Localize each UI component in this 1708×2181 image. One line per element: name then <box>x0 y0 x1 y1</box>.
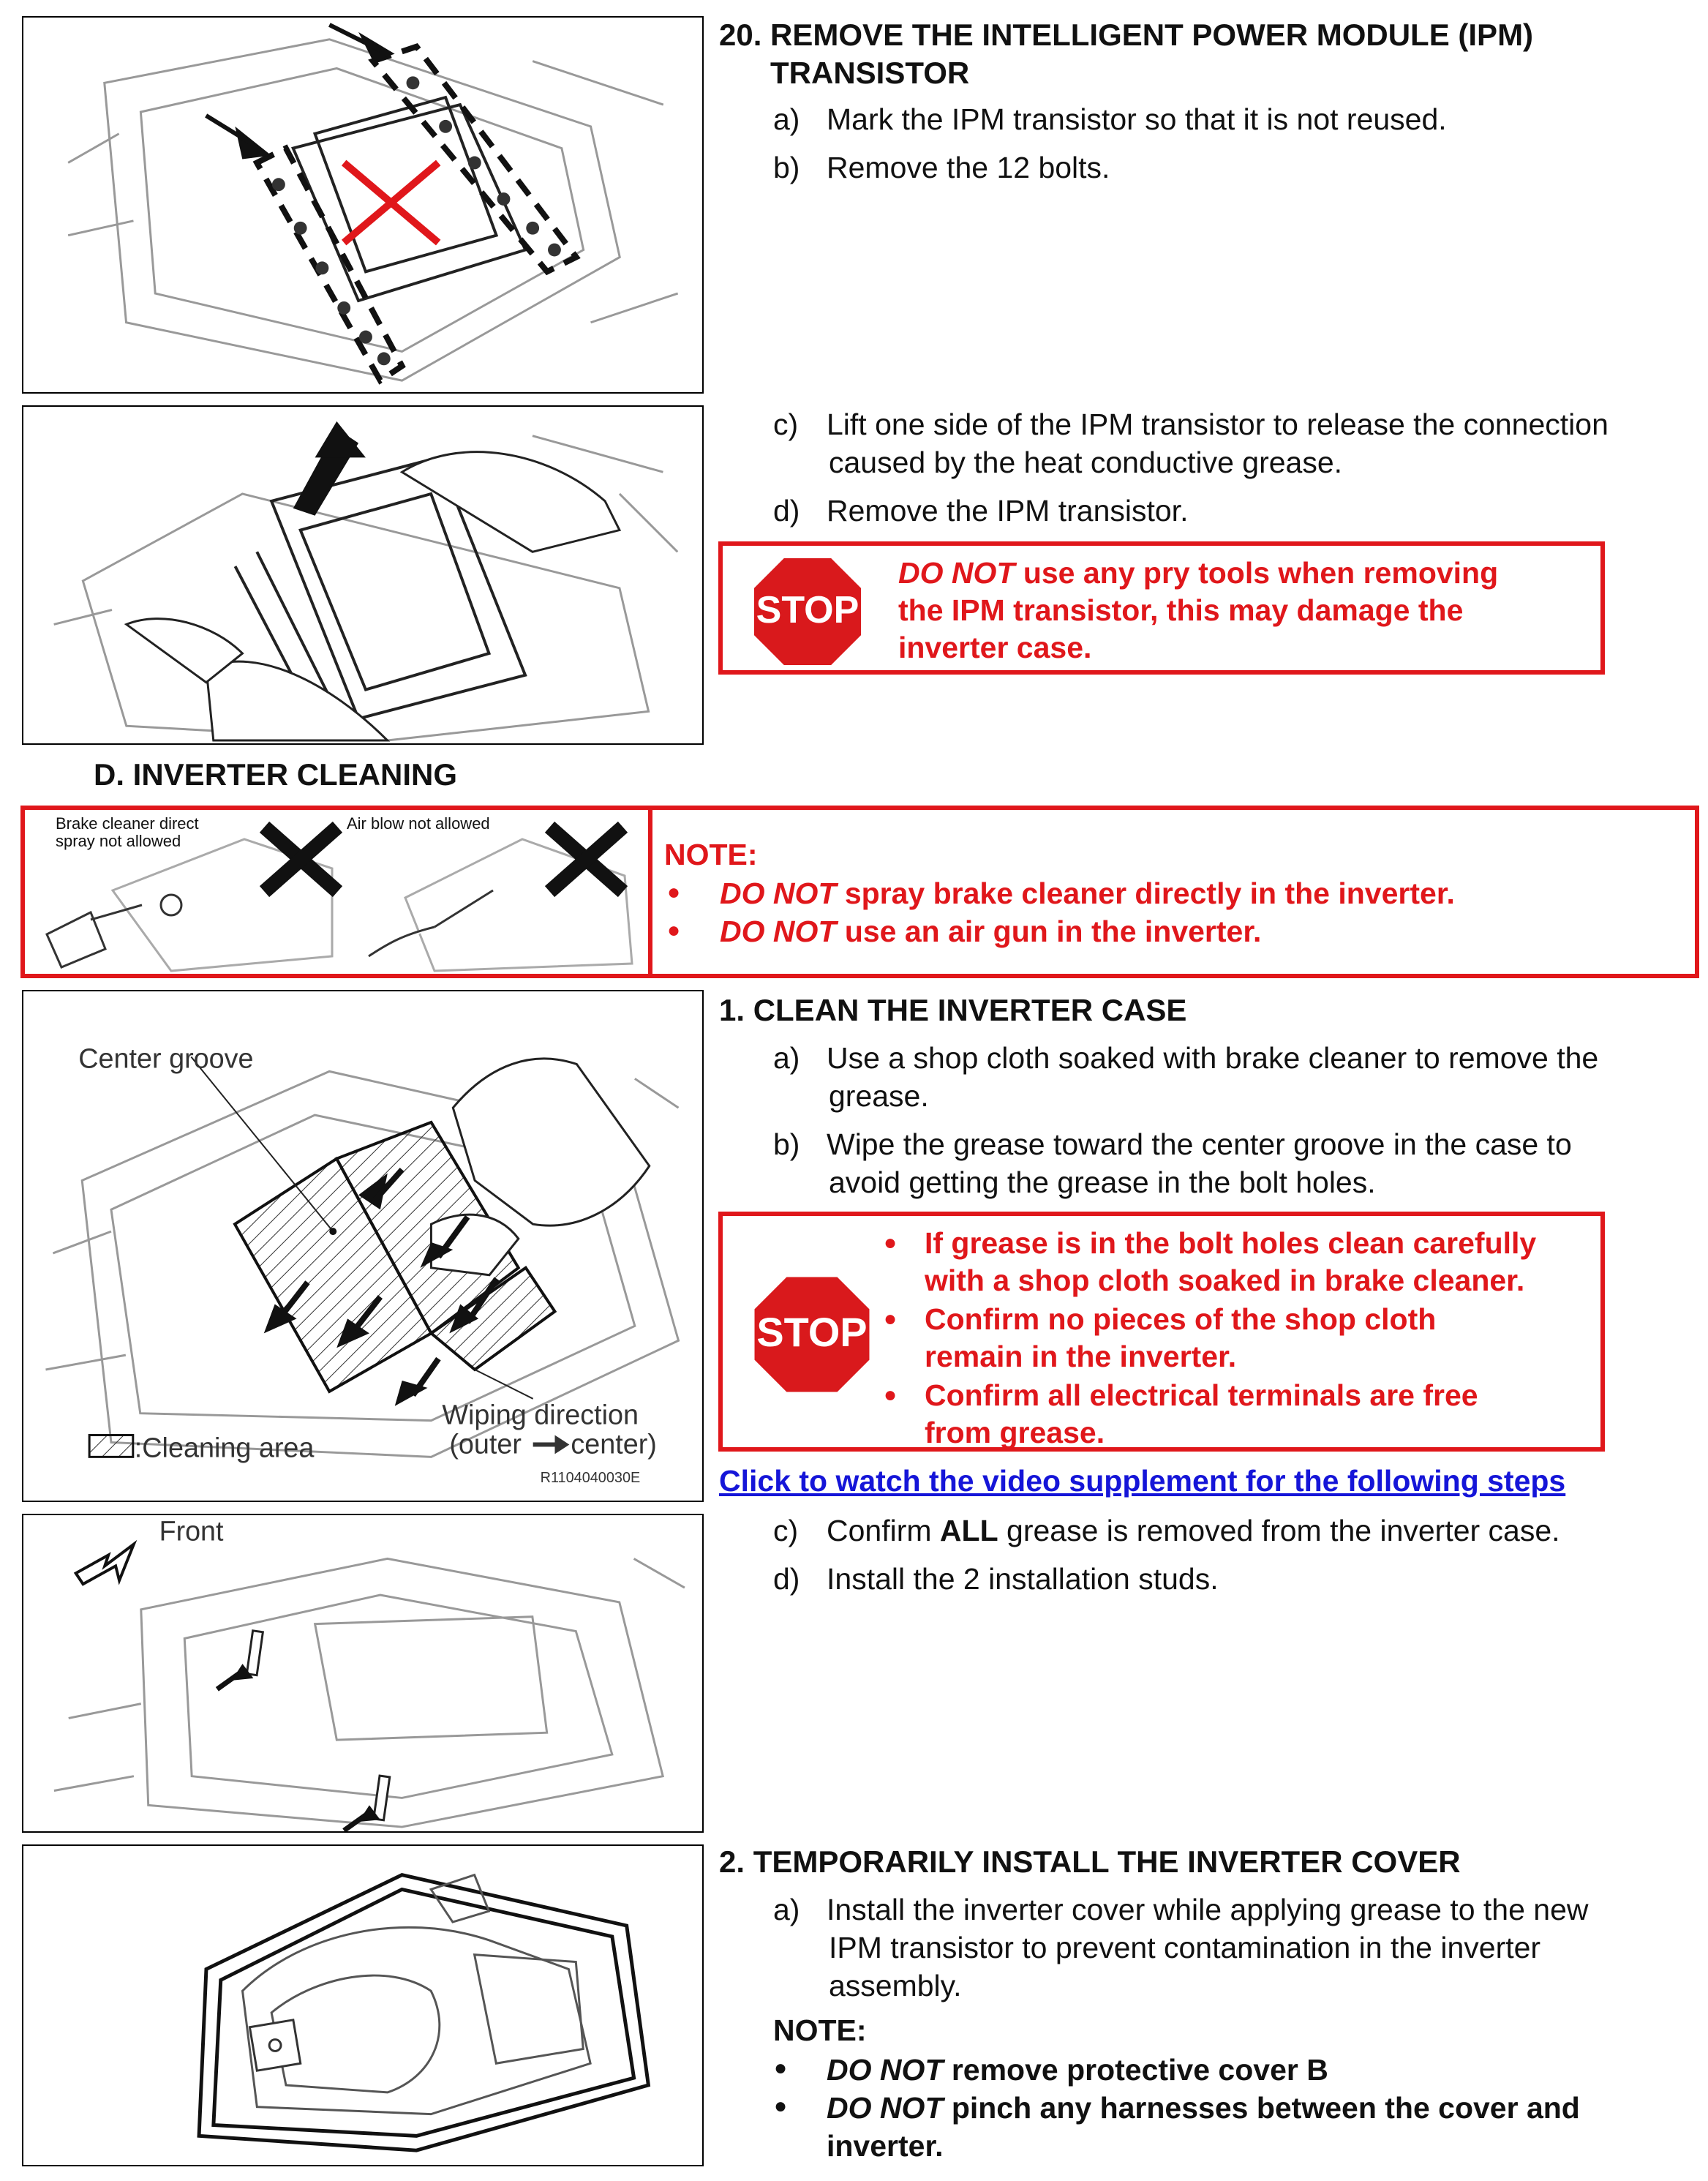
step1-c-bold: ALL <box>939 1514 998 1547</box>
note-divider <box>648 810 652 974</box>
stop-sign-label: STOP <box>756 1309 868 1356</box>
label-wiping-outer: (outer <box>449 1429 522 1460</box>
install-studs-illustration <box>23 1515 702 1831</box>
note1-rest: spray brake cleaner directly in the inverter. <box>836 876 1455 910</box>
warn2-line2: remain in the inverter. <box>925 1340 1237 1373</box>
note2-rest: use an air gun in the inverter. <box>836 915 1262 948</box>
warn-bullet-2: ● <box>884 1307 898 1331</box>
step2-note-title: NOTE: <box>773 2013 867 2047</box>
step2-note2-rest: pinch any harnesses between the cover and <box>943 2091 1580 2125</box>
lift-ipm-illustration <box>23 407 702 743</box>
warn-bullet-3: ● <box>884 1383 898 1407</box>
label-cleaning-area: :Cleaning area <box>134 1433 315 1464</box>
step1-c-pre: Confirm <box>827 1514 940 1547</box>
step2-a-line3: assembly. <box>829 1969 962 2002</box>
step1-title: 1. CLEAN THE INVERTER CASE <box>719 993 1187 1027</box>
warn3-line1: Confirm all electrical terminals are free <box>925 1378 1478 1412</box>
note-bullet-1: ● <box>667 880 681 904</box>
wiping-arrow-icon <box>533 1435 570 1454</box>
figure-code: R1104040030E <box>540 1470 641 1487</box>
step20-d-marker: d) <box>773 494 800 528</box>
front-arrow-icon <box>76 1544 134 1584</box>
warn2-line1: Confirm no pieces of the shop cloth <box>925 1302 1437 1336</box>
label-wiping-center: center) <box>571 1429 657 1460</box>
step2-note-bullet-2: ● <box>774 2094 788 2118</box>
note-item-2 <box>720 913 1261 950</box>
step1-a-line2: grease. <box>829 1079 929 1113</box>
step20-c-marker: c) <box>773 408 799 441</box>
label-center-groove: Center groove <box>78 1043 254 1075</box>
step2-note-item-2 <box>827 2089 1580 2127</box>
step2-note-bullet-1: ● <box>774 2056 788 2080</box>
warning-pry-line1-rest: use any pry tools when removing <box>1015 556 1499 590</box>
step1-b-line2: avoid getting the grease in the bolt holes. <box>829 1165 1376 1199</box>
clean-case-illustration <box>23 991 702 1501</box>
step2-a-line1: Install the inverter cover while applying grease to the new <box>827 1893 1589 1926</box>
step1-b-line1: Wipe the grease toward the center groove in the case to <box>827 1127 1572 1161</box>
step1-c-marker: c) <box>773 1514 799 1547</box>
step2-note-item-1 <box>827 2051 1328 2089</box>
step2-note1-em: DO NOT <box>827 2053 944 2087</box>
warning-pry-line1 <box>898 555 1498 592</box>
note-bullet-2: ● <box>667 918 681 942</box>
figure-lift-ipm <box>22 405 704 745</box>
stop-sign-label: STOP <box>756 589 859 631</box>
label-brake-cleaner-line1: Brake cleaner direct <box>56 814 199 833</box>
step2-note1-rest: remove protective cover B <box>943 2053 1328 2087</box>
step20-title-line2: TRANSISTOR <box>770 56 970 90</box>
step20-d-text: Remove the IPM transistor. <box>827 494 1189 528</box>
warning-pry-line2: the IPM transistor, this may damage the <box>898 593 1464 627</box>
step2-title: 2. TEMPORARILY INSTALL THE INVERTER COVER <box>719 1844 1461 1879</box>
warn-bullet-1: ● <box>884 1231 898 1255</box>
warning-pry-line3: inverter case. <box>898 631 1092 664</box>
video-supplement-link[interactable]: Click to watch the video supplement for the following steps <box>719 1464 1566 1498</box>
stop-warning-cleaning <box>718 1212 1605 1452</box>
step20-b-marker: b) <box>773 151 800 184</box>
step20-c-text-line2: caused by the heat conductive grease. <box>829 446 1343 479</box>
step2-note2-em: DO NOT <box>827 2091 944 2125</box>
warn1-line1: If grease is in the bolt holes clean carefully <box>925 1226 1537 1260</box>
warn1-line2: with a shop cloth soaked in brake cleaner. <box>925 1264 1525 1297</box>
step1-a-marker: a) <box>773 1041 800 1075</box>
warn3-line2: from grease. <box>925 1416 1105 1449</box>
step20-a-marker: a) <box>773 102 800 136</box>
note1-em: DO NOT <box>720 876 837 910</box>
step1-c-post: grease is removed from the inverter case. <box>998 1514 1560 1547</box>
warning-pry-em: DO NOT <box>898 556 1015 590</box>
step20-a-text: Mark the IPM transistor so that it is not reused. <box>827 102 1447 136</box>
not-allowed-illustration <box>25 810 648 974</box>
note-item-1 <box>720 875 1455 912</box>
ipm-bolts-illustration <box>23 18 702 392</box>
step20-c-text-line1: Lift one side of the IPM transistor to release the connection <box>827 408 1609 441</box>
note-inverter-cleaning <box>20 806 1699 978</box>
step1-c-text <box>827 1512 1560 1550</box>
step20-b-text: Remove the 12 bolts. <box>827 151 1110 184</box>
inverter-cover-illustration <box>23 1846 702 2165</box>
label-brake-cleaner-line2: spray not allowed <box>56 832 181 850</box>
cleaning-area-swatch <box>89 1435 133 1457</box>
label-wiping-direction: Wiping direction <box>442 1400 639 1431</box>
note-title: NOTE: <box>664 838 758 871</box>
stop-warning-pry-tools <box>718 541 1605 675</box>
figure-not-allowed <box>25 810 648 974</box>
step1-d-marker: d) <box>773 1562 800 1596</box>
note2-em: DO NOT <box>720 915 837 948</box>
stop-sign-icon <box>749 1272 875 1397</box>
step2-a-marker: a) <box>773 1893 800 1926</box>
step2-a-line2: IPM transistor to prevent contamination in the inverter <box>829 1931 1541 1964</box>
step1-a-line1: Use a shop cloth soaked with brake cleaner to remove the <box>827 1041 1599 1075</box>
step1-d-text: Install the 2 installation studs. <box>827 1562 1219 1596</box>
step1-b-marker: b) <box>773 1127 800 1161</box>
figure-install-studs <box>22 1514 704 1833</box>
figure-ipm-bolts <box>22 16 704 394</box>
figure-inverter-cover <box>22 1844 704 2166</box>
step20-title-line1: 20. REMOVE THE INTELLIGENT POWER MODULE (IPM) <box>719 18 1534 52</box>
figure-clean-case <box>22 990 704 1502</box>
stop-sign-icon <box>749 553 866 670</box>
section-d-title: D. INVERTER CLEANING <box>94 757 458 792</box>
step2-note-item-2-line2: inverter. <box>827 2129 944 2163</box>
label-air-blow: Air blow not allowed <box>347 814 490 833</box>
label-front: Front <box>159 1515 224 1547</box>
